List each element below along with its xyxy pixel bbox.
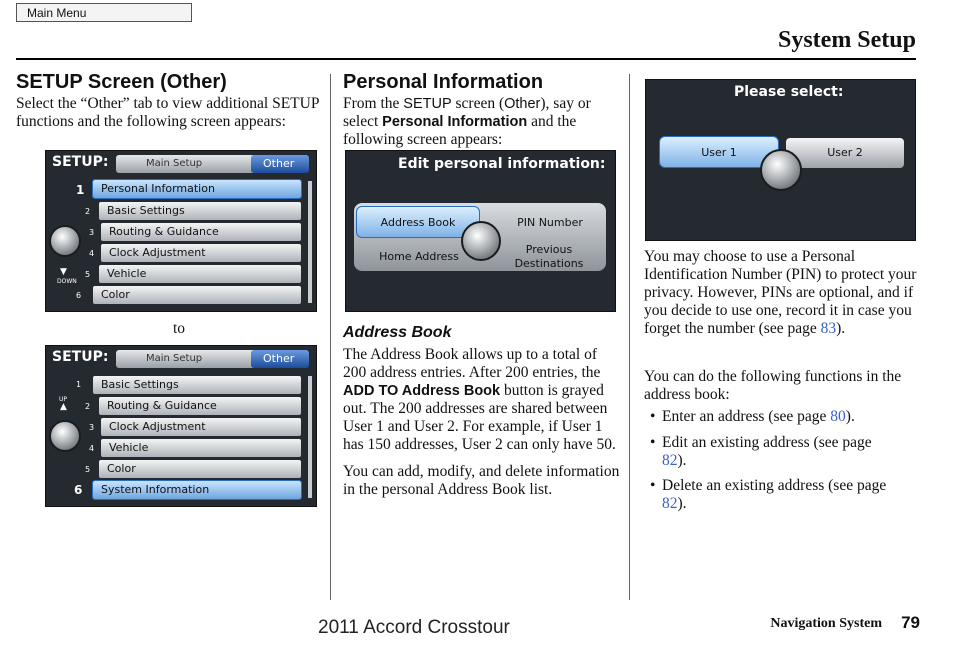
menu-item-routing-guidance[interactable]: Routing & Guidance <box>101 223 301 241</box>
scrollbar[interactable] <box>308 181 312 303</box>
item-number: 2 <box>85 402 91 411</box>
bullet-icon: • <box>650 434 656 451</box>
address-book-body-2: You can add, modify, and delete information in the personal Address Book list. <box>343 463 620 498</box>
user-1-button[interactable]: User 1 <box>659 136 779 168</box>
user-select-screen <box>645 79 916 241</box>
menu-item-routing-guidance[interactable]: Routing & Guidance <box>99 397 301 415</box>
list-item-text: Delete an existing address (see page <box>662 477 887 494</box>
intro-personal-information: Personal Information <box>382 114 528 130</box>
item-number: 1 <box>76 380 82 389</box>
down-label: DOWN <box>57 278 77 285</box>
address-book-button[interactable]: Address Book <box>356 206 480 238</box>
up-label: UP <box>59 396 68 403</box>
column-divider-1 <box>330 74 331 600</box>
personal-information-heading: Personal Information <box>343 71 544 93</box>
list-item-text: ). <box>845 408 855 425</box>
item-number: 3 <box>89 228 95 237</box>
address-book-body-1 <box>343 346 621 454</box>
bullet-icon: • <box>650 477 656 494</box>
tab-main-setup[interactable]: Main Setup <box>146 158 203 169</box>
page-title: System Setup <box>777 27 916 53</box>
body-text: You may choose to use a Personal Identification Number (PIN) to protect your privacy. However, PINs are optional, and if you decide to use one, record it in case you forget the number (see page <box>644 248 917 337</box>
list-item-text: Edit an existing address (see page <box>662 434 872 451</box>
item-number: 6 <box>76 291 82 300</box>
tab-other[interactable]: Other <box>251 350 309 368</box>
address-book-subheading: Address Book <box>343 324 452 341</box>
screen-title: SETUP: <box>52 154 109 170</box>
scrollbar[interactable] <box>308 376 312 498</box>
edit-personal-info-screen <box>345 150 616 312</box>
intro-text: ), say or select <box>343 95 591 130</box>
item-number: 1 <box>76 183 85 197</box>
item-number: 4 <box>89 249 95 258</box>
page-link-82[interactable]: 82 <box>662 452 678 469</box>
header-divider <box>16 58 916 60</box>
menu-item-color[interactable]: Color <box>99 460 301 478</box>
page-link-83[interactable]: 83 <box>820 320 837 337</box>
pin-number-button[interactable]: PIN Number <box>517 216 583 229</box>
list-item-text: ). <box>677 452 687 469</box>
list-item-text: ). <box>677 495 687 512</box>
menu-item-vehicle[interactable]: Vehicle <box>99 265 301 283</box>
page-link-82[interactable]: 82 <box>662 495 678 512</box>
menu-item-clock-adjustment[interactable]: Clock Adjustment <box>101 244 301 262</box>
menu-item-clock-adjustment[interactable]: Clock Adjustment <box>101 418 301 436</box>
page-number: 79 <box>901 613 920 632</box>
intro-text: screen ( <box>451 95 505 112</box>
setup-screen-2 <box>45 345 317 507</box>
item-number: 5 <box>85 270 91 279</box>
selector-knob-icon[interactable] <box>49 420 81 452</box>
selector-knob-icon[interactable] <box>760 149 802 191</box>
item-number: 5 <box>85 465 91 474</box>
intro-text: and the following screen appears: <box>343 113 577 148</box>
selector-knob-icon[interactable] <box>49 225 81 257</box>
item-number: 6 <box>74 483 83 497</box>
menu-item-personal-information[interactable]: Personal Information <box>93 180 301 198</box>
watermark: 2011 Accord Crosstour <box>318 617 510 638</box>
menu-item-system-information[interactable]: System Information <box>93 481 301 499</box>
functions-paragraph: You can do the following functions in the address book: <box>644 368 902 403</box>
list-item <box>662 434 877 470</box>
pin-paragraph <box>644 248 919 338</box>
intro-setup: SETUP <box>403 96 452 112</box>
menu-item-basic-settings[interactable]: Basic Settings <box>99 202 301 220</box>
footer-nav-label: Navigation System <box>770 616 882 631</box>
to-label: to <box>173 320 186 337</box>
list-item <box>662 408 912 426</box>
up-arrow-icon: ▲ <box>60 402 67 412</box>
home-address-button[interactable]: Home Address <box>379 250 459 263</box>
screen-title: Please select: <box>734 84 844 100</box>
user-2-button[interactable]: User 2 <box>786 138 904 168</box>
body-text: ). <box>836 320 846 337</box>
list-item <box>662 477 887 513</box>
selector-knob-icon[interactable] <box>461 221 501 261</box>
menu-item-vehicle[interactable]: Vehicle <box>101 439 301 457</box>
tab-other[interactable]: Other <box>251 155 309 173</box>
item-number: 2 <box>85 207 91 216</box>
setup-other-intro: Select the “Other” tab to view additional SETUP functions and the following screen appears: <box>16 95 319 130</box>
tab-main-setup[interactable]: Main Setup <box>146 353 203 364</box>
screen-title: SETUP: <box>52 349 109 365</box>
body-text: The Address Book allows up to a total of 200 address entries. After 200 entries, the <box>343 346 601 381</box>
setup-other-heading: SETUP Screen (Other) <box>16 71 227 93</box>
body-text: button is grayed out. The 200 addresses are shared between User 1 and User 2. For example, if User 1 has 150 addresses, User 2 can only have 50. <box>343 382 616 453</box>
intro-other: Other <box>504 96 541 112</box>
page-link-80[interactable]: 80 <box>830 408 846 425</box>
main-menu-button[interactable]: Main Menu <box>16 3 192 22</box>
personal-information-intro <box>343 95 618 149</box>
item-number: 3 <box>89 423 95 432</box>
screen-title: Edit personal information: <box>398 156 606 172</box>
column-divider-2 <box>629 74 630 600</box>
intro-text: From the <box>343 95 404 112</box>
menu-item-basic-settings[interactable]: Basic Settings <box>93 376 301 394</box>
bullet-icon: • <box>650 408 656 425</box>
down-arrow-icon: ▼ <box>60 267 67 277</box>
previous-destinations-button[interactable]: Previous Destinations <box>514 243 584 270</box>
item-number: 4 <box>89 444 95 453</box>
menu-item-color[interactable]: Color <box>93 286 301 304</box>
add-to-address-book-label: ADD TO Address Book <box>343 383 501 399</box>
list-item-text: Enter an address (see page <box>662 408 831 425</box>
setup-screen-1 <box>45 150 317 312</box>
